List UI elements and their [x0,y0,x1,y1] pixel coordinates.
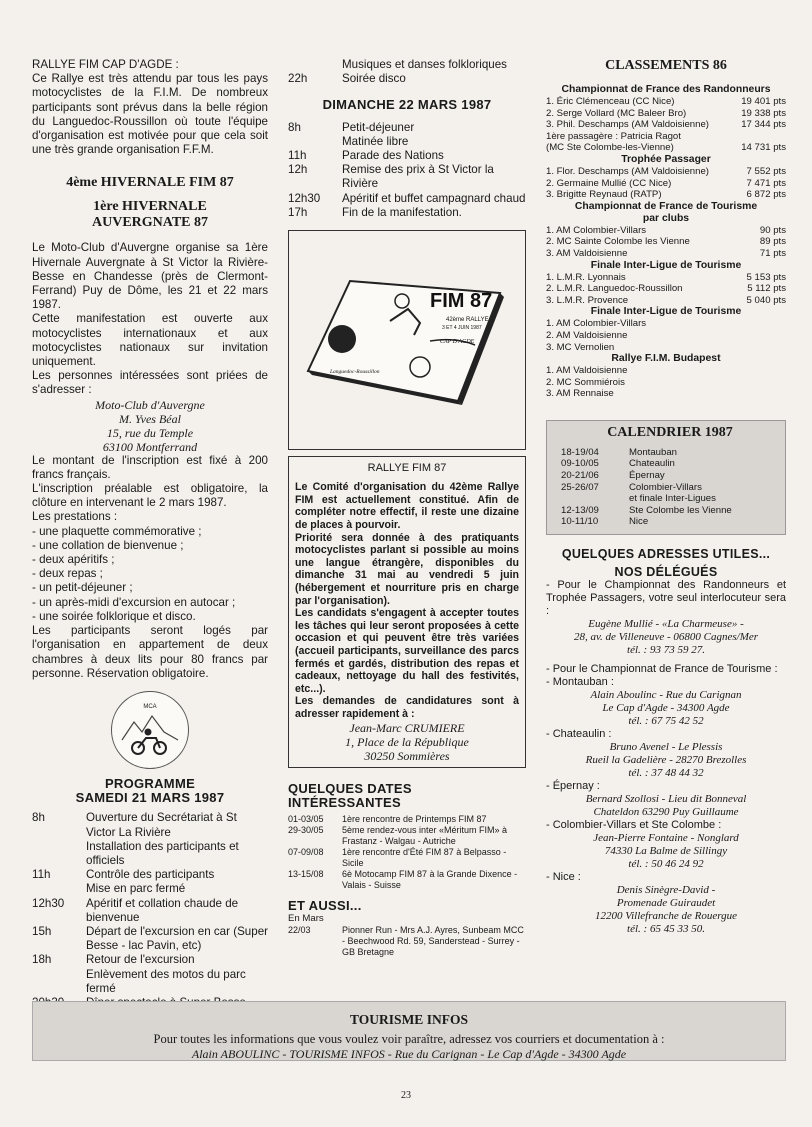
chateaulin-address [546,741,786,780]
footer-line-1: Pour toutes les informations que vous voulez voir paraître, adressez vos courriers et documentation à : [153,1032,665,1046]
schedule-desc: Remise des prix à St Victor la Rivière [342,163,494,191]
programme-title: PROGRAMME [104,775,196,791]
address-line: Rueil la Gadelière - 28270 Brezolles [585,754,747,767]
address-line: tél. : 37 48 44 32 [628,767,704,780]
list-item: - deux repas ; [32,567,103,581]
svg-text:Languedoc-Roussillon: Languedoc-Roussillon [330,369,380,376]
hivernale-title: 4ème HIVERNALE FIM 87 [66,175,234,191]
address-line: Eugène Mullié - «La Charmeuse» - [588,618,744,631]
list-item: 3. MC Vernolien [546,341,615,353]
prestations-title: Les prestations : [32,510,118,524]
list-item [546,108,786,120]
rank-name: 3. Brigitte Reynaud (RATP) [546,189,662,201]
svg-text:3 ET 4 JUIN 1987: 3 ET 4 JUIN 1987 [442,325,482,332]
fim-rallye-logo [290,261,526,411]
page-number: 23 [401,1090,411,1101]
address-line: 12200 Villefranche de Rouergue [594,910,738,923]
rank-name: 3. L.M.R. Provence [546,294,629,306]
svg-text:FIM 87: FIM 87 [430,290,493,313]
column-right [546,58,786,936]
calendar-date: 09-10/05 [561,458,599,470]
address-line: Alain Aboulinc - Rue du Carignan [590,689,742,702]
list-item [546,189,786,201]
calendar-place: Colombier-Villars [629,481,702,493]
date-range: 07-09/08 [288,846,324,857]
list-item [546,178,786,190]
rank-points: 6 872 pts [746,189,786,201]
calendar-date: 25-26/07 [561,481,599,493]
montauban-address [546,689,786,728]
column-left [32,58,268,1010]
address-line: Promenade Guiraudet [616,897,716,910]
tourisme-title: Championnat de France de Tourisme [574,200,758,212]
budapest-title: Rallye F.I.M. Budapest [611,353,721,365]
colombier-label: - Colombier-Villars et Ste Colombe : [546,819,722,832]
address-line: 15, rue du Temple [106,425,194,440]
schedule-sunday [288,121,526,220]
schedule-time: 12h [288,163,308,177]
montauban-label: - Montauban : [546,676,614,689]
event-desc: 1ère rencontre d'Été FIM 87 à Belpasso - Sicile [342,846,507,868]
list-item [561,470,779,482]
address-line: tél. : 93 73 59 27. [627,644,705,657]
list-item [546,248,786,260]
address-line: Denis Sinègre-David - [616,884,716,897]
rallye-fim-box [288,230,526,450]
list-item [288,925,526,958]
rank-name: 3. Phil. Deschamps (AM Valdoisienne) [546,119,709,131]
svg-text:42ème RALLYE: 42ème RALLYE [446,317,489,324]
programme-day: SAMEDI 21 MARS 1987 [75,790,225,806]
rallye-87-text-4: Les demandes de candidatures sont à adresser rapidement à : [295,695,519,720]
budapest-list [546,365,786,400]
svg-text:CAP D'AGDE: CAP D'AGDE [440,339,475,346]
list-item [546,295,786,307]
list-item [546,131,786,143]
list-item [561,516,779,528]
aussi-sub: En Mars [288,913,324,925]
calendar-place: et finale Inter-Ligues [629,493,716,505]
tourisme-infos-box [32,1001,786,1061]
delegues-title: NOS DÉLÉGUÉS [614,565,718,580]
list-item: 2. AM Valdoisienne [546,329,628,341]
rallye-87-text-3: Les candidats s'engagent à accepter toutes les tâches qui leur seront proposées à cette occasion et qui peuvent être très variées (accueil participants, surveillance des parcs fermés et gardés, distribution des repas et cadeaux, nettoyage du hall des festivités, etc...). [295,607,519,695]
classements-title: CLASSEMENTS 86 [605,58,727,73]
schedule-time: 12h30 [32,896,65,910]
list-item [288,814,526,825]
list-item: - une soirée folklorique et disco. [32,609,196,623]
footer-title: TOURISME INFOS [350,1012,468,1027]
rank-points: 19 401 pts [741,96,786,107]
rallye-cap-title: RALLYE FIM CAP D'AGDE : [32,58,179,71]
rallye-cap-text: Ce Rallye est très attendu par tous les pays motocyclistes de la F.I.M. De nombreux participants sont prévus dans la belle région du Languedoc-Roussillon où toute l'équipe d'organisation est motivée pour que cela soit une très grande organisation F.F.M. [32,72,268,157]
list-item: 3. AM Rennaise [546,388,614,400]
date-range: 01-03/05 [288,813,324,824]
schedule-desc: Musiques et danses folkloriques [342,58,507,71]
dates-list [288,814,526,891]
rank-points: 5 040 pts [746,294,786,306]
list-item: - deux apéritifs ; [32,553,115,567]
tourisme-contact-intro: - Pour le Championnat de France de Tourisme : [546,663,778,676]
dates-title: QUELQUES DATES INTÉRESSANTES [288,780,412,810]
rank-points: 17 344 pts [741,119,786,131]
mca-logo-text: MCA [143,703,157,710]
address-line: 30250 Sommières [364,748,450,763]
list-item [546,283,786,295]
list-item: 1. AM Colombier-Villars [546,318,647,330]
list-item [546,166,786,178]
crumiere-address [295,721,519,763]
address-line: tél. : 50 46 24 92 [628,858,704,871]
inter-ligue-title-2: Finale Inter-Ligue de Tourisme [590,306,742,318]
calendar-title: CALENDRIER 1987 [607,424,733,440]
rank-name: 2. Germaine Mullié (CC Nice) [546,177,672,189]
rank-name: 2. MC Sainte Colombe les Vienne [546,236,690,248]
list-item [546,225,786,237]
address-line: tél. : 65 45 33 50. [627,923,705,936]
schedule-saturday-cont [288,58,526,86]
rank-points: 5 153 pts [746,271,786,283]
event-desc: 6è Motocamp FIM 87 à la Grande Dixence - Valais - Suisse [342,868,518,890]
rank-points: 19 338 pts [741,107,786,119]
schedule-desc: Enlèvement des motos du parc fermé [86,967,246,995]
list-item: 2. MC Sommiérois [546,376,625,388]
list-item [546,96,786,108]
rank-points: 90 pts [759,224,786,236]
schedule-time [32,882,82,896]
address-line: Jean-Marc CRUMIERE [349,720,465,735]
calendar-place: Chateaulin [629,458,675,470]
schedule-time: 22h [288,72,308,86]
tourisme-list [546,225,786,260]
mca-logo [111,691,189,769]
calendar-place: Épernay [629,470,665,482]
list-item [288,825,526,847]
schedule-saturday [32,811,268,1010]
mullie-address [546,618,786,657]
schedule-time: 8h [288,120,301,134]
list-item [546,272,786,284]
hivernale-para-5: L'inscription préalable est obligatoire, la clôture en intervenant le 2 mars 1987. [32,482,268,510]
list-item [546,142,786,154]
schedule-time [288,58,338,72]
calendar-date: 18-19/04 [561,446,599,458]
hivernale-subtitle-2: AUVERGNATE 87 [91,215,209,231]
list-item [561,493,779,505]
schedule-time: 8h [32,811,45,825]
list-item [561,458,779,470]
schedule-desc: Apéritif et collation chaude de bienvenue [86,896,239,924]
event-desc: 5ème rendez-vous inter «Méritum FIM» à Frastanz - Walgau - Autriche [342,824,508,846]
aussi-title: ET AUSSI... [288,897,362,913]
address-line: Jean-Pierre Fontaine - Nonglard [593,832,739,845]
address-line: 1, Place de la République [345,734,469,749]
hivernale-para-3: Les personnes intéressées sont priées de s'adresser : [32,369,268,397]
calendar-date [561,493,629,505]
calendar-date: 10-11/10 [561,516,599,528]
motorcycle-icon [112,692,188,768]
calendar-date: 20-21/06 [561,470,599,482]
rank-name: 2. L.M.R. Languedoc-Roussillon [546,283,683,295]
list-item [288,847,526,869]
list-item: - une collation de bienvenue ; [32,538,184,552]
schedule-time [32,968,82,996]
schedule-desc: Matinée libre [342,134,409,148]
schedule-time: 17h [288,205,308,219]
passager-list [546,166,786,201]
address-line: Le Cap d'Agde - 34300 Agde [602,702,730,715]
rank-points: 7 471 pts [746,177,786,189]
randonneurs-title: Championnat de France des Randonneurs [561,84,771,95]
colombier-address [546,832,786,871]
calendar-place: Ste Colombe les Vienne [629,504,732,516]
date-range: 22/03 [288,924,311,935]
rank-name: 1. Éric Clémenceau (CC Nice) [546,96,675,107]
schedule-time: 11h [32,868,51,882]
schedule-desc: Parade des Nations [342,149,444,163]
randonneurs-list [546,96,786,154]
dimanche-title: DIMANCHE 22 MARS 1987 [322,97,492,113]
list-item: - un petit-déjeuner ; [32,581,133,595]
address-line: Bernard Szollosi - Lieu dit Bonneval [585,793,747,806]
date-range: 29-30/05 [288,824,324,835]
address-line: Bruno Avenel - Le Plessis [609,741,723,754]
list-item [561,482,779,494]
schedule-time [32,840,82,868]
list-item [546,119,786,131]
schedule-desc: Mise en parc fermé [86,882,186,896]
calendar-date: 12-13/09 [561,504,599,516]
schedule-desc: Apéritif et buffet campagnard chaud [342,191,526,205]
list-item: - une plaquette commémorative ; [32,524,202,538]
schedule-desc: Départ de l'excursion en car (Super Besse - lac Pavin, etc) [86,924,269,953]
rank-name: 1. L.M.R. Lyonnais [546,271,626,283]
footer-line-2: Alain ABOULINC - TOURISME INFOS - Rue du Carignan - Le Cap d'Agde - 34300 Agde [191,1047,627,1061]
inter-ligue-list-2 [546,318,786,353]
schedule-desc: Ouverture du Secrétariat à St Victor La Rivière [86,811,237,839]
schedule-time: 12h30 [288,191,321,205]
rank-name: (MC Ste Colombe-les-Vienne) [546,142,674,154]
epernay-label: - Épernay : [546,780,600,793]
rank-points: 14 731 pts [741,142,786,154]
schedule-desc: Petit-déjeuner [342,120,415,134]
list-item [561,505,779,517]
schedule-desc: Contrôle des participants [86,868,215,882]
rank-name: 1. AM Colombier-Villars [546,224,647,236]
list-item [546,236,786,248]
nice-label: - Nice : [546,871,581,884]
schedule-desc: Retour de l'excursion [86,953,195,967]
prestations-list [32,525,268,624]
address-line: tél. : 67 75 42 52 [628,715,704,728]
adresses-title: QUELQUES ADRESSES UTILES... [561,547,771,562]
calendar-place: Montauban [629,446,678,458]
rank-name: 3. AM Valdoisienne [546,247,628,259]
chateaulin-label: - Chateaulin : [546,728,612,741]
hivernale-para-6: Les participants seront logés par l'organisation en appartement de deux chambres à deux lits pour 80 francs par personne. Réservation obligatoire. [32,624,268,680]
hivernale-para-4: Le montant de l'inscription est fixé à 200 francs français. [32,453,268,481]
schedule-desc: Soirée disco [342,72,406,86]
inter-ligue-list-1 [546,272,786,307]
schedule-time: 11h [288,149,307,163]
motoclub-address [32,398,268,454]
list-item: 1. AM Valdoisienne [546,365,628,377]
column-middle [288,58,526,958]
schedule-desc: Fin de la manifestation. [342,205,462,219]
passager-title: Trophée Passager [621,153,711,165]
rank-points: 5 112 pts [747,283,786,295]
event-desc: Pionner Run - Mrs A.J. Ayres, Sunbeam MCC - Beechwood Rd. 59, Sanderstead - Surrey - GB Bretagne [342,924,524,957]
schedule-time: 18h [32,953,52,967]
rallye-87-text-2: Priorité sera donnée à des pratiquants motocyclistes parlant si possible au moins une langue étrangère, disponibles du dimanche 31 mai au vendredi 5 juin (hébergement et nourriture pris en charge par l'organisation). [295,531,519,607]
nice-address [546,884,786,936]
randonneurs-contact-intro: - Pour le Championnat des Randonneurs et Trophée Passagers, votre seul interlocuteur sera : [546,579,786,618]
address-line: M. Yves Béal [119,411,181,426]
schedule-time [288,135,338,149]
schedule-desc: Installation des participants et officiels [86,839,239,867]
rank-name: 1. Flor. Deschamps (AM Valdoisienne) [546,165,709,177]
rallye-fim-87-announcement [288,456,526,767]
rank-points: 7 552 pts [746,165,786,177]
address-line: 74330 La Balme de Sillingy [604,845,728,858]
epernay-address [546,793,786,819]
list-item [561,447,779,459]
calendar-place: Nice [629,516,649,528]
hivernale-subtitle-1: 1ère HIVERNALE [93,199,207,215]
address-line: 28, av. de Villeneuve - 06800 Cagnes/Mer [573,631,759,644]
event-desc: 1ère rencontre de Printemps FIM 87 [342,813,487,824]
rank-name: 1ère passagère : Patricia Ragot [546,130,681,142]
rank-points: 89 pts [759,236,786,248]
rank-points: 71 pts [759,247,786,259]
rank-name: 2. Serge Vollard (MC Baleer Bro) [546,107,687,119]
tourisme-subtitle: par clubs [642,212,690,224]
address-line: Moto-Club d'Auvergne [95,397,205,412]
address-line: Chateldon 63290 Puy Guillaume [593,806,739,819]
address-line: 63100 Montferrand [102,439,198,454]
rallye-87-title: RALLYE FIM 87 [367,462,447,475]
inter-ligue-title-1: Finale Inter-Ligue de Tourisme [590,259,742,271]
list-item [288,869,526,891]
schedule-time: 15h [32,924,52,938]
hivernale-para-1: Le Moto-Club d'Auvergne organise sa 1ère Hivernale Auvergnate à St Victor la Rivière-Besse en Chandesse (près de Clermont-Ferrand) Puy de Dôme, les 21 et 22 mars 1987. [32,241,268,312]
list-item: - un après-midi d'excursion en autocar ; [32,595,236,609]
date-range: 13-15/08 [288,868,324,879]
rallye-87-text-1: Le Comité d'organisation du 42ème Rallye FIM est actuellement constitué. Afin de compléter notre effectif, il reste une dizaine de places à pourvoir. [295,481,519,532]
calendar-box [546,420,786,535]
hivernale-para-2: Cette manifestation est ouverte aux motocyclistes internationaux et aux motocyclistes nationaux sur invitation uniquement. [32,312,268,369]
